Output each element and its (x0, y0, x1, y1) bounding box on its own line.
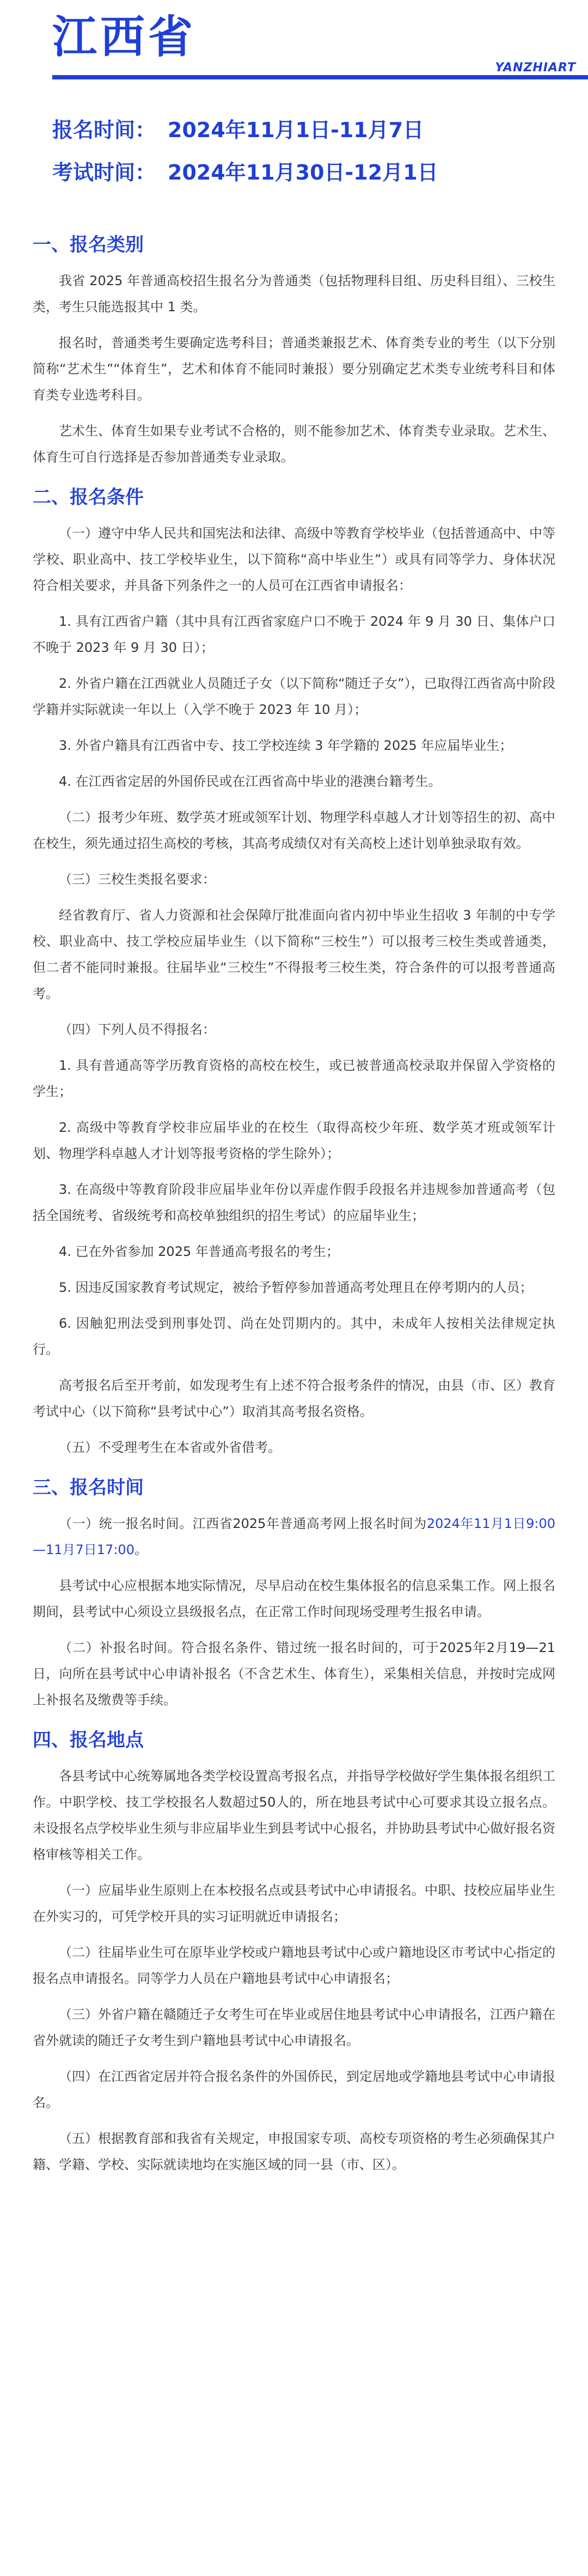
article-body (33, 218, 555, 2187)
section-title-location: 四、报名地点 (33, 1729, 144, 1751)
paragraph: （一）遵守中华人民共和国宪法和法律、高级中等教育学校毕业（包括普通高中、中等学校、职业高中、技工学校毕业生，以下简称“高中毕业生”）或具有同等学力、身体状况符合相关要求，并具备下列条件之一的人员可在江西省申请报名： (33, 526, 555, 593)
paragraph: 艺术生、体育生如果专业考试不合格的，则不能参加艺术、体育类专业录取。艺术生、体育生可自行选择是否参加普通类专业录取。 (33, 423, 555, 465)
paragraph: （一）应届毕业生原则上在本校报名点或县考试中心申请报名。中职、技校应届毕业生在外实习的，可凭学校开具的实习证明就近申请报名； (33, 1883, 555, 1924)
unified-time-highlight: 2024年11月1日9:00—11月7日17:00 (33, 1516, 556, 1557)
registration-time-value: 2024年11月1日-11月7日 (168, 118, 424, 142)
paragraph: 1. 具有普通高等学历教育资格的高校在校生，或已被普通高校录取并保留入学资格的学生； (33, 1058, 555, 1099)
paragraph: 经省教育厅、省人力资源和社会保障厅批准面向省内初中毕业生招收 3 年制的中专学校、职业高中、技工学校应届毕业生（以下简称“三校生”）可以报考三校生类或普通类，但二者不能同时兼报。往届毕业“三校生”不得报考三校生类，符合条件的可以报考普通高考。 (33, 908, 555, 1001)
registration-time (52, 109, 450, 151)
paragraph: （四）下列人员不得报名： (59, 1022, 216, 1037)
paragraph: （二）往届毕业生可在原毕业学校或户籍地县考试中心或户籍地设区市考试中心指定的报名点申请报名。同等学力人员在户籍地县考试中心申请报名； (33, 1945, 555, 1986)
paragraph: 报名时，普通类考生要确定选考科目；普通类兼报艺术、体育类专业的考生（以下分别简称“艺术生”“体育生”，艺术和体育不能同时兼报）要分别确定艺术类专业统考科目和体育类专业选考科目。 (33, 335, 555, 403)
paragraph: 我省 2025 年普通高校招生报名分为普通类（包括物理科目组、历史科目组）、三校生类，考生只能选报其中 1 类。 (33, 273, 555, 315)
paragraph: 4. 在江西省定居的外国侨民或在江西省高中毕业的港澳台籍考生。 (59, 774, 442, 789)
paragraph: 县考试中心应根据本地实际情况，尽早启动在校生集体报名的信息采集工作。网上报名期间，县考试中心须设立县级报名点，在正常工作时间现场受理考生报名申请。 (33, 1578, 555, 1619)
paragraph-unified-time (33, 1511, 555, 1563)
paragraph: 2. 高级中等教育学校非应届毕业的在校生（取得高校少年班、数学英才班或领军计划、物理学科卓越人才计划等报考资格的学生除外）； (33, 1120, 555, 1161)
paragraph: （五）不受理考生在本省或外省借考。 (59, 1440, 281, 1455)
unified-time-text: （一）统一报名时间。江西省2025年普通高考网上报名时间为 (59, 1516, 427, 1531)
paragraph: 5. 因违反国家教育考试规定，被给予暂停参加普通高考处理且在停考期内的人员； (59, 1280, 533, 1295)
paragraph: 3. 外省户籍具有江西省中专、技工学校连续 3 年学籍的 2025 年应届毕业生； (59, 738, 513, 753)
paragraph: （二）补报名时间。符合报名条件、错过统一报名时间的，可于2025年2月19—21日，向所在县考试中心申请补报名（不含艺术生、体育生），采集相关信息，并按时完成网上补报名及缴费等手续。 (33, 1640, 555, 1708)
key-dates (52, 109, 450, 194)
exam-time (52, 151, 450, 194)
paragraph: （四）在江西省定居并符合报名条件的外国侨民，到定居地或学籍地县考试中心申请报名。 (33, 2069, 555, 2110)
paragraph: 1. 具有江西省户籍（其中具有江西省家庭户口不晚于 2024 年 9 月 30 日、集体户口不晚于 2023 年 9 月 30 日）； (33, 614, 555, 655)
unified-time-end: 。 (134, 1542, 148, 1557)
paragraph: 高考报名后至开考前，如发现考生有上述不符合报考条件的情况，由县（市、区）教育考试中心（以下简称“县考试中心”）取消其高考报名资格。 (33, 1378, 555, 1419)
paragraph: 4. 已在外省参加 2025 年普通高考报名的考生； (59, 1244, 339, 1259)
paragraph: （三）外省户籍在赣随迁子女考生可在毕业或居住地县考试中心申请报名，江西户籍在省外就读的随迁子女考生到户籍地县考试中心申请报名。 (33, 2007, 555, 2048)
registration-time-label: 报名时间： (52, 118, 156, 142)
exam-time-value: 2024年11月30日-12月1日 (168, 161, 438, 184)
paragraph: 各县考试中心统筹属地各类学校设置高考报名点，并指导学校做好学生集体报名组织工作。中职学校、技工学校报名人数超过50人的，所在地县考试中心可要求其设立报名点。未设报名点学校毕业生须与非应届毕业生到县考试中心报名，并协助县考试中心做好报名资格审核等相关工作。 (33, 1768, 555, 1862)
paragraph: 6. 因触犯刑法受到刑事处罚、尚在处罚期内的。其中，未成年人按相关法律规定执行。 (33, 1316, 555, 1357)
paragraph: 2. 外省户籍在江西就业人员随迁子女（以下简称“随迁子女”），已取得江西省高中阶段学籍并实际就读一年以上（入学不晚于 2023 年 10 月）； (33, 676, 555, 717)
paragraph: （三）三校生类报名要求： (59, 872, 216, 887)
paragraph: （五）根据教育部和我省有关规定，申报国家专项、高校专项资格的考生必须确保其户籍、学籍、学校、实际就读地均在实施区域的同一县（市、区）。 (33, 2131, 555, 2172)
brand-logo-text: YANZHIART (495, 61, 576, 75)
paragraph: （二）报考少年班、数学英才班或领军计划、物理学科卓越人才计划等招生的初、高中在校生，须先通过招生高校的考核，其高考成绩仅对有关高校上述计划单独录取有效。 (33, 810, 555, 851)
section-title-time: 三、报名时间 (33, 1477, 144, 1499)
header-rule (52, 75, 588, 79)
header-banner (0, 0, 588, 82)
section-title-category: 一、报名类别 (33, 234, 144, 256)
section-title-conditions: 二、报名条件 (33, 486, 144, 508)
page-title: 江西省 (52, 11, 197, 63)
paragraph: 3. 在高级中等教育阶段非应届毕业年份以弄虚作假手段报名并违规参加普通高考（包括全国统考、省级统考和高校单独组织的招生考试）的应届毕业生； (33, 1182, 555, 1223)
exam-time-label: 考试时间： (52, 161, 156, 184)
